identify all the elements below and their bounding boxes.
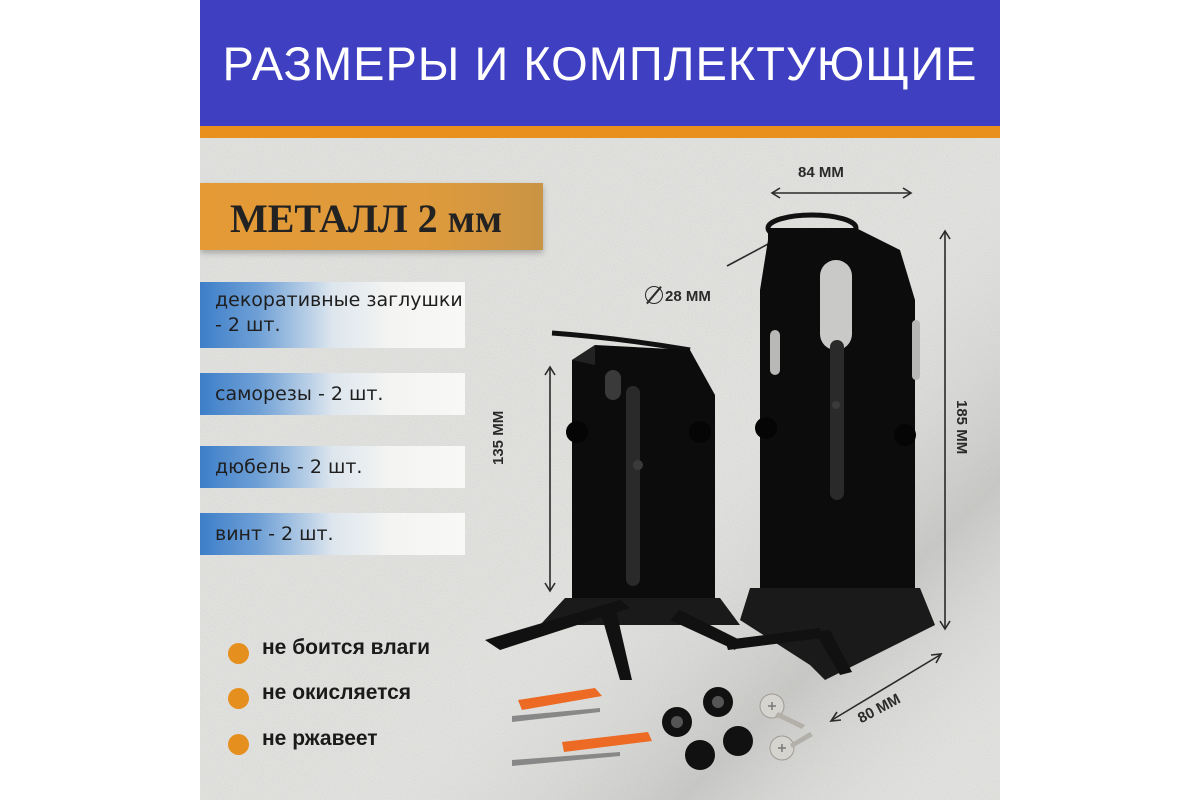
page-title: РАЗМЕРЫ И КОМПЛЕКТУЮЩИЕ [222, 37, 978, 90]
kit-item-label: декоративные заглушки - 2 шт. [215, 289, 463, 336]
feature-label: не боится влаги [262, 636, 430, 659]
dowels-icon [512, 688, 652, 766]
feature-label: не окисляется [262, 681, 412, 704]
dimension-depth-label: 80 ММ [855, 690, 904, 728]
dimension-diameter-label [645, 286, 711, 305]
bullet-dot-icon [228, 643, 249, 664]
kit-item-label: саморезы - 2 шт. [215, 383, 384, 405]
product-infographic [200, 0, 1000, 800]
bolts-icon [760, 694, 813, 760]
bullet-dot-icon [228, 688, 249, 709]
dimension-height-large-label: 185 ММ [953, 400, 970, 455]
feature-label: не ржавеет [262, 727, 378, 750]
kit-item-label: винт - 2 шт. [215, 523, 334, 545]
dimension-height-small-label: 135 ММ [490, 410, 507, 465]
small-holder-icon [485, 333, 740, 680]
bullet-dot-icon [228, 734, 249, 755]
product-illustration [200, 0, 1000, 800]
material-label: МЕТАЛЛ 2 мм [230, 196, 503, 241]
diameter-icon [645, 286, 663, 304]
large-holder-icon [725, 215, 935, 680]
decorative-caps-icon [662, 687, 753, 770]
kit-item-label: дюбель - 2 шт. [215, 456, 363, 478]
dimension-width-label: 84 ММ [798, 164, 844, 181]
dimension-diameter-value: 28 ММ [665, 288, 711, 305]
